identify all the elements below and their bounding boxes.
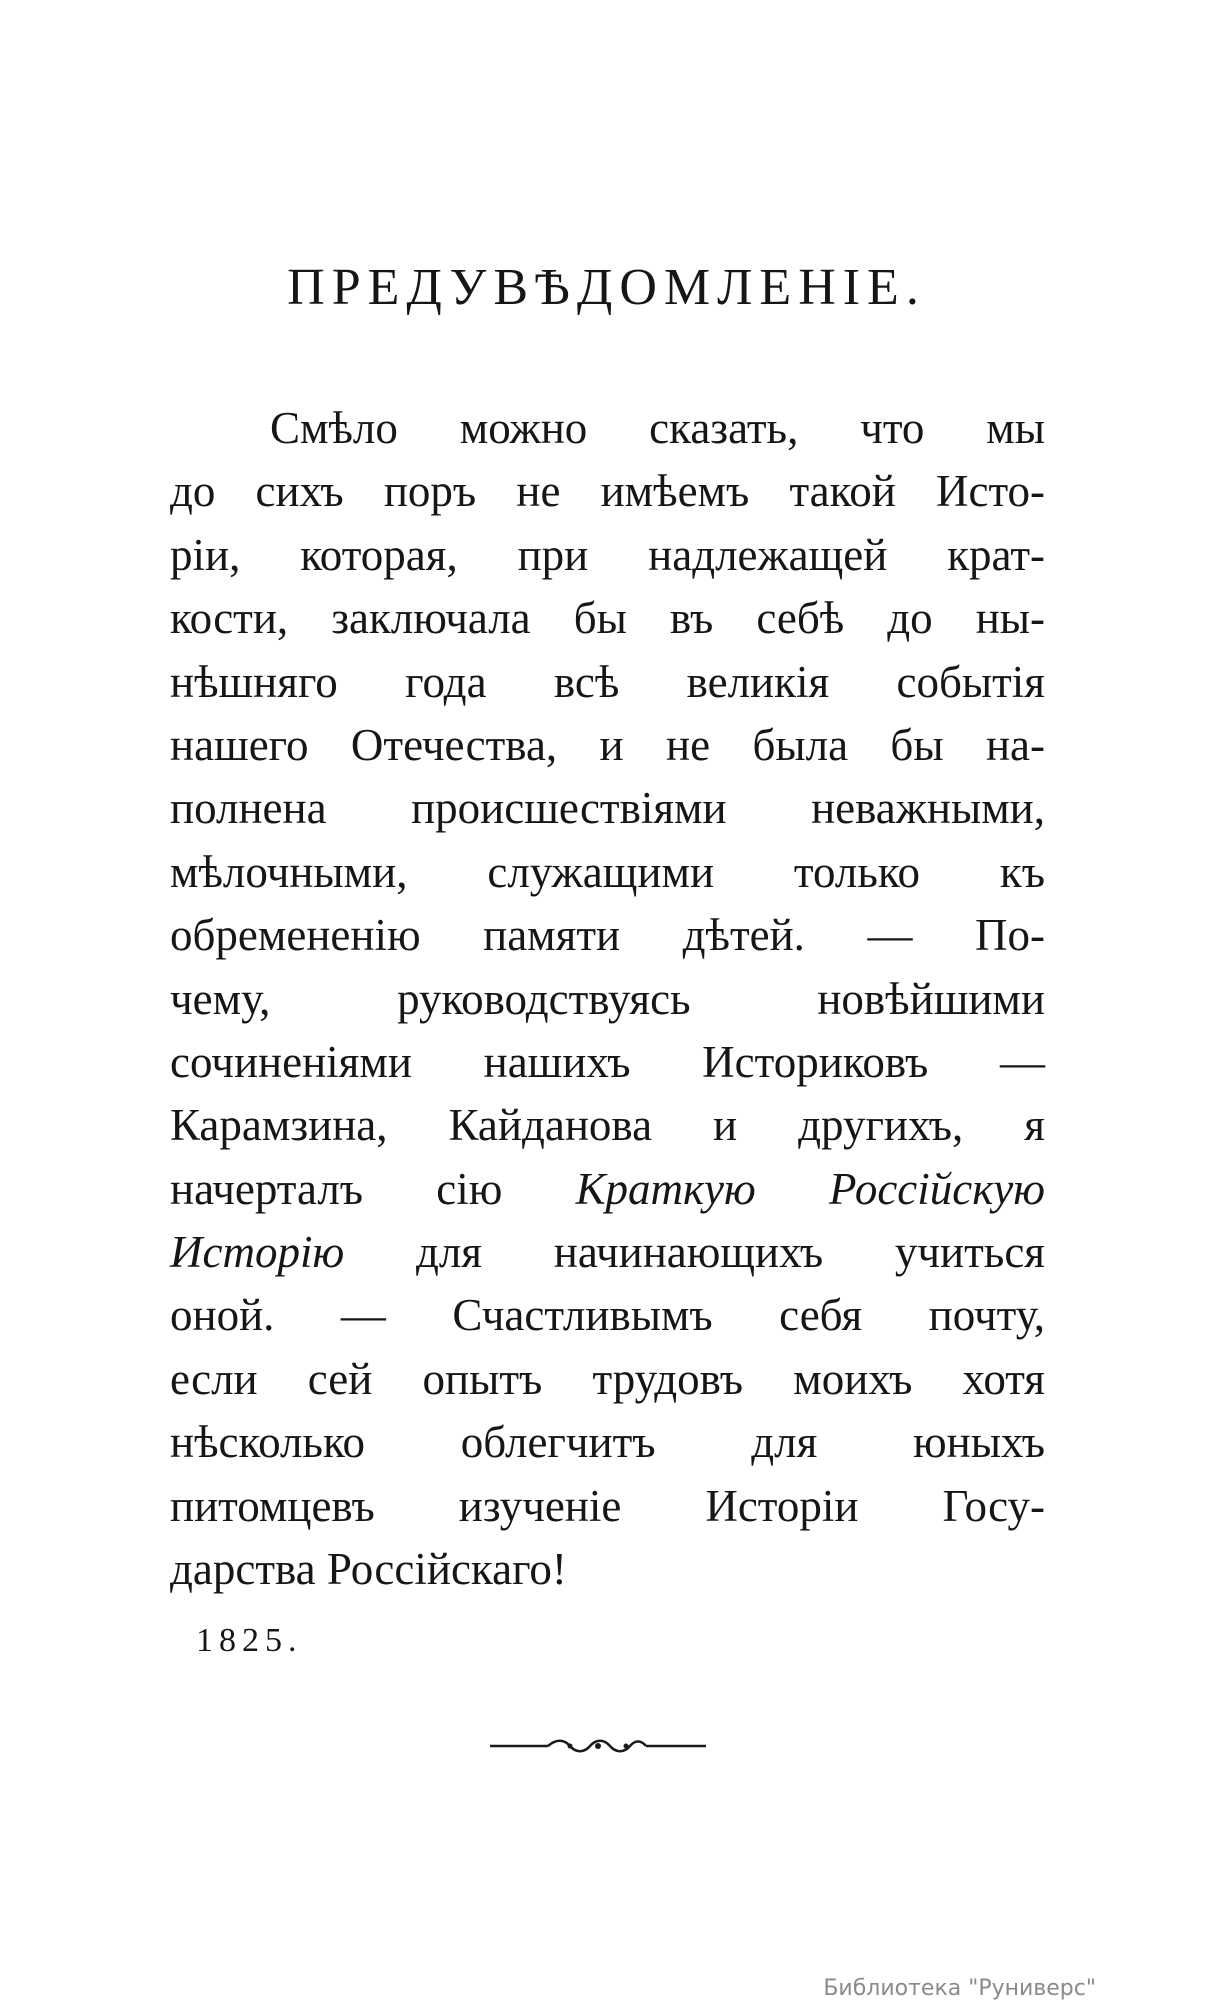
text-line	[170, 460, 1045, 523]
text-segment: кости, заключала бы въ себѣ до ны-	[170, 593, 1045, 644]
text-line	[170, 1475, 1045, 1538]
text-segment: обремененію памяти дѣтей. — По-	[170, 910, 1045, 961]
text-segment: дарства Россійскаго!	[170, 1544, 567, 1595]
text-line	[170, 1094, 1045, 1157]
text-segment: оной. — Счастливымъ себя почту,	[170, 1290, 1045, 1341]
italic-text: Исторію	[170, 1227, 345, 1278]
library-watermark: Библиотека "Руниверс"	[823, 1976, 1096, 2001]
text-line	[170, 651, 1045, 714]
text-line	[170, 1411, 1045, 1474]
text-line	[170, 1348, 1045, 1411]
ornamental-rule-icon	[488, 1735, 708, 1757]
text-line	[170, 1158, 1045, 1221]
text-line	[170, 397, 1045, 460]
text-line	[170, 1284, 1045, 1347]
text-line	[170, 1221, 1045, 1284]
text-line	[170, 777, 1045, 840]
text-segment: нѣсколько облегчитъ для юныхъ	[170, 1417, 1045, 1468]
year: 1825.	[196, 1622, 303, 1659]
text-segment: мѣлочными, служащими только къ	[170, 846, 1045, 897]
text-segment: если сей опытъ трудовъ моихъ хотя	[170, 1353, 1045, 1404]
text-line	[170, 904, 1045, 967]
text-segment: начерталъ сію	[170, 1163, 576, 1214]
text-segment: питомцевъ изученіе Исторіи Госу-	[170, 1480, 1045, 1531]
text-segment: Карамзина, Кайданова и другихъ, я	[170, 1100, 1045, 1151]
text-segment: ріи, которая, при надлежащей крат-	[170, 529, 1045, 580]
text-segment: для начинающихъ учиться	[344, 1227, 1045, 1278]
page-title: ПРЕДУВѢДОМЛЕНІЕ.	[287, 259, 926, 316]
text-segment: полнена происшествіями неважными,	[170, 783, 1045, 834]
text-segment: чему, руководствуясь новѣйшими	[170, 973, 1045, 1024]
text-segment: Смѣло можно сказать, что мы	[270, 403, 1045, 453]
text-line	[170, 841, 1045, 904]
text-segment: нашего Отечества, и не была бы на-	[170, 719, 1045, 770]
preface-text	[170, 397, 1045, 1601]
text-line	[170, 524, 1045, 587]
text-segment: до сихъ поръ не имѣемъ такой Исто-	[170, 466, 1045, 517]
text-line	[170, 968, 1045, 1031]
text-line	[170, 1031, 1045, 1094]
text-line	[170, 714, 1045, 777]
italic-text: Краткую Россійскую	[575, 1163, 1045, 1214]
text-line	[170, 587, 1045, 650]
text-segment: сочиненіями нашихъ Историковъ —	[170, 1036, 1045, 1087]
text-line	[170, 1538, 1045, 1601]
text-segment: нѣшняго года всѣ великія событія	[170, 656, 1045, 707]
